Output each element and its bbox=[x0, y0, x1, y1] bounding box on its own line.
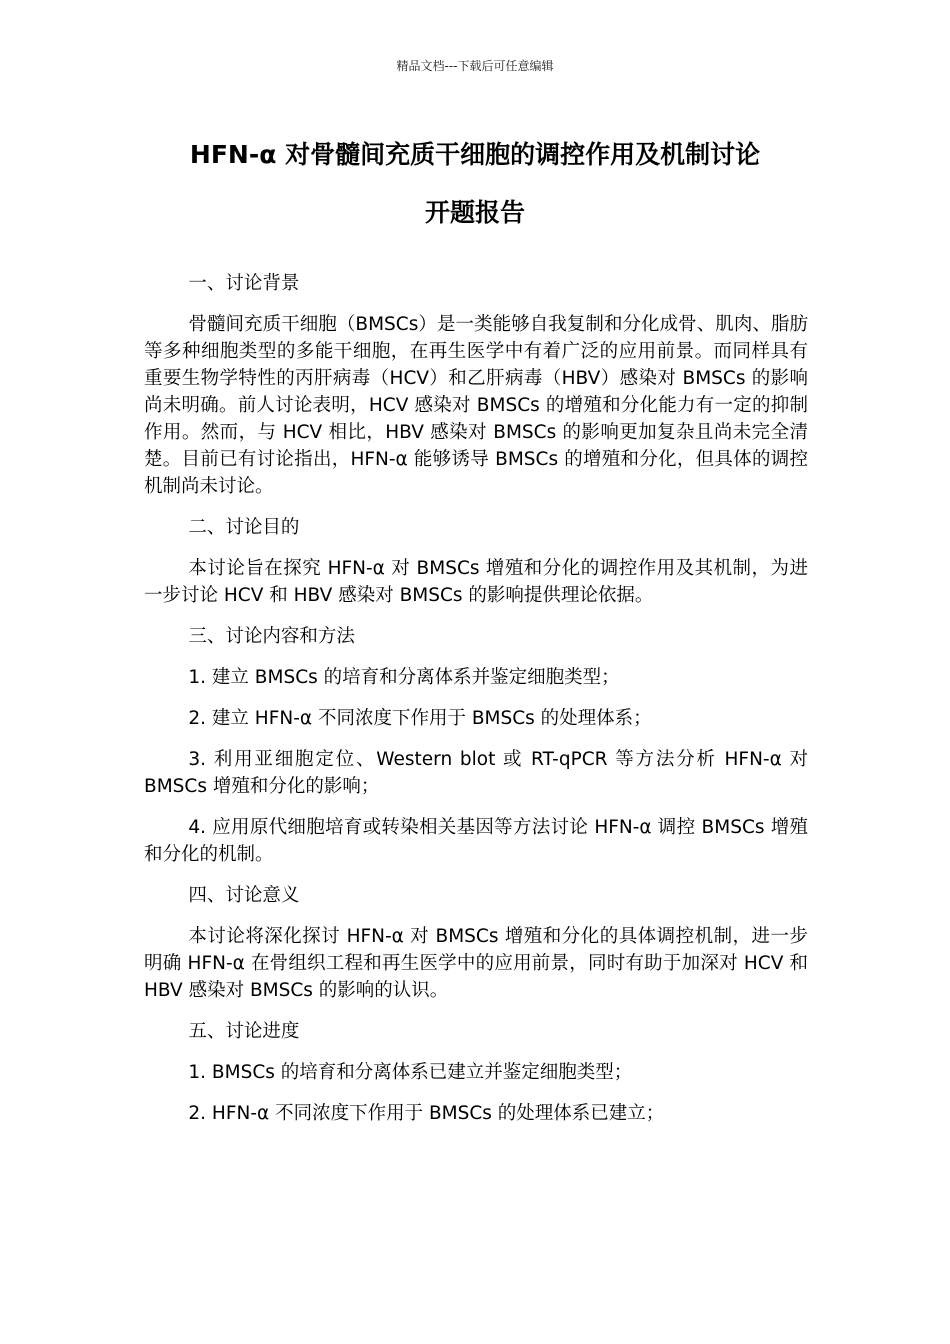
document-body bbox=[144, 270, 808, 1141]
section-heading-significance: 四、讨论意义 bbox=[188, 885, 300, 906]
section-heading-methods: 三、讨论内容和方法 bbox=[188, 626, 355, 647]
list-item-method-3: 3. 利用亚细胞定位、Western blot 或 RT-qPCR 等方法分析 HFN-α 对 BMSCs 增殖和分化的影响； bbox=[144, 749, 808, 797]
list-item-progress-1: 1. BMSCs 的培育和分离体系已建立并鉴定细胞类型； bbox=[188, 1062, 633, 1083]
list-item-progress-2: 2. HFN-α 不同浓度下作用于 BMSCs 的处理体系已建立； bbox=[188, 1103, 665, 1124]
document-title-line1: HFN-α 对骨髓间充质干细胞的调控作用及机制讨论 bbox=[189, 140, 761, 169]
list-item-method-4: 4. 应用原代细胞培育或转染相关基因等方法讨论 HFN-α 调控 BMSCs 增殖和分化的机制。 bbox=[144, 817, 808, 865]
document-title-line2: 开题报告 bbox=[424, 198, 525, 227]
list-item-method-2: 2. 建立 HFN-α 不同浓度下作用于 BMSCs 的处理体系； bbox=[188, 708, 652, 729]
paragraph-significance: 本讨论将深化探讨 HFN-α 对 BMSCs 增殖和分化的具体调控机制，进一步明确 HFN-α 在骨组织工程和再生医学中的应用前景，同时有助于加深对 HCV 和 HBV 感染对 BMSCs 的影响的认识。 bbox=[144, 926, 808, 1001]
section-heading-purpose: 二、讨论目的 bbox=[188, 517, 300, 538]
section-heading-background: 一、讨论背景 bbox=[188, 273, 300, 294]
section-heading-progress: 五、讨论进度 bbox=[188, 1021, 300, 1042]
paragraph-purpose: 本讨论旨在探究 HFN-α 对 BMSCs 增殖和分化的调控作用及其机制，为进一步讨论 HCV 和 HBV 感染对 BMSCs 的影响提供理论依据。 bbox=[144, 558, 808, 606]
paragraph-background: 骨髓间充质干细胞（BMSCs）是一类能够自我复制和分化成骨、肌肉、脂肪等多种细胞类型的多能干细胞，在再生医学中有着广泛的应用前景。而同样具有重要生物学特性的丙肝病毒（HCV）和乙肝病毒（HBV）感染对 BMSCs 的影响尚未明确。前人讨论表明，HCV 感染对 BMSCs 的增殖和分化能力有一定的抑制作用。然而，与 HCV 相比，HBV 感染对 BMSCs 的影响更加复杂且尚未完全清楚。目前已有讨论指出，HFN-α 能够诱导 BMSCs 的增殖和分化，但具体的调控机制尚未讨论。 bbox=[144, 314, 808, 497]
list-item-method-1: 1. 建立 BMSCs 的培育和分离体系并鉴定细胞类型； bbox=[188, 667, 620, 688]
document-header-note: 精品文档---下载后可任意编辑 bbox=[396, 59, 554, 73]
